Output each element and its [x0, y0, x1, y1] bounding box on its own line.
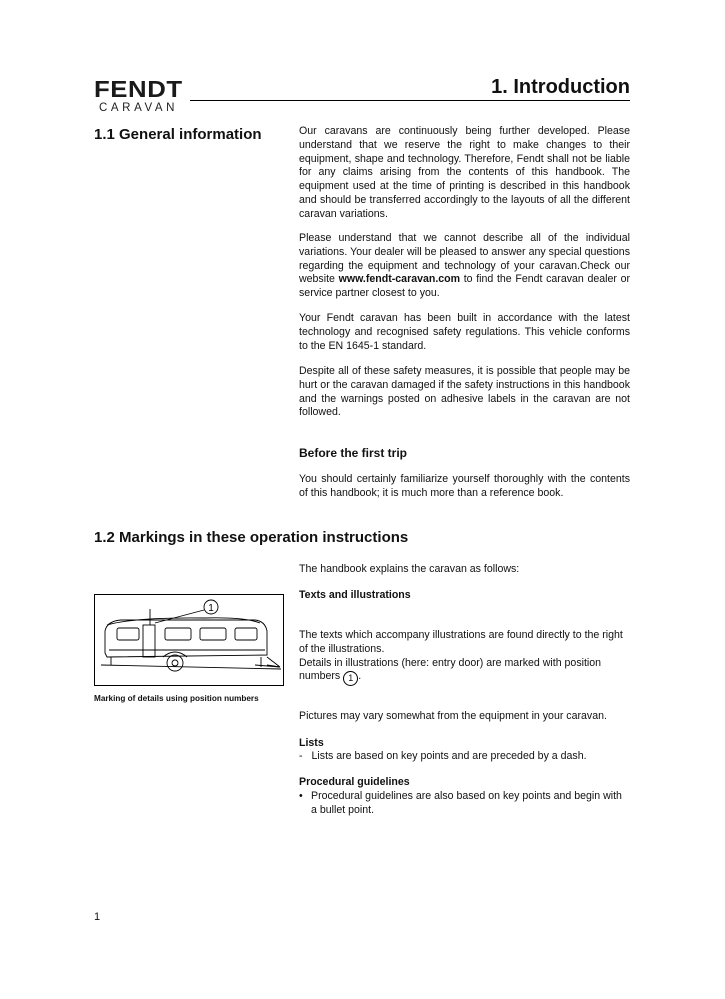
figure-caption: Marking of details using position numbers: [94, 694, 259, 703]
section-heading-general-information: 1.1 General information: [94, 126, 262, 143]
figure-position-label: 1: [208, 603, 214, 614]
paragraph-handbook-intro: The handbook explains the caravan as follows:: [299, 563, 520, 575]
subheading-before-first-trip: Before the first trip: [299, 446, 408, 460]
paragraph-pictures-note: Pictures may vary somewhat from the equipment in your caravan.: [299, 710, 607, 722]
brand-logo-fendt: FENDT: [94, 76, 183, 102]
position-number-marker: 1: [343, 671, 358, 686]
paragraph-development: Our caravans are continuously being further developed. Please understand that we reserve the right to make changes to their equipment, shape and technology. Therefore, Fendt shall not be liable for any claims arising from the contents of this handbook. The equipment used at the time of printing is described in this handbook and should be transferred accordingly to the layouts of all the different caravan variations.: [299, 125, 630, 220]
paragraph-variations: Please understand that we cannot describe all of the individual variations. Your dealer will be pleased to answer any special questions regarding the equipment and technology of your caravan.Check our website www.fendt-caravan.com to find the Fendt caravan dealer or service partner closest to you.: [299, 232, 630, 300]
paragraph-standard: Your Fendt caravan has been built in accordance with the latest technology and recognised safety regulations. This vehicle conforms to the EN 1645-1 standard.: [299, 312, 630, 352]
page-number: 1: [94, 911, 101, 923]
caravan-illustration: [95, 595, 283, 685]
procedural-example: • Procedural guidelines are also based on key points and begin with a bullet point.: [299, 790, 622, 816]
subheading-procedural-guidelines: Procedural guidelines: [299, 776, 410, 788]
section-heading-markings: 1.2 Markings in these operation instructions: [94, 529, 409, 546]
subheading-texts-illustrations: Texts and illustrations: [299, 589, 411, 601]
paragraph-safety: Despite all of these safety measures, it is possible that people may be hurt or the caravan damaged if the safety instructions in this handbook and the warnings posted on adhesive labels in the caravan are not followed.: [299, 365, 630, 419]
brand-logo-caravan: CARAVAN: [99, 102, 179, 114]
header-rule: [190, 100, 630, 101]
website-link[interactable]: www.fendt-caravan.com: [338, 273, 461, 286]
paragraph-first-trip: You should certainly familiarize yourself thoroughly with the contents of this handbook; it is much more than a reference book.: [299, 473, 630, 499]
list-example: - Lists are based on key points and are preceded by a dash.: [299, 750, 587, 762]
paragraph-texts-illustrations: The texts which accompany illustrations are found directly to the right of the illustrations. Details in illustrations (here: entry door) are marked with position numbers 1 .: [299, 629, 630, 686]
chapter-title: 1. Introduction: [491, 76, 630, 98]
caravan-figure: [94, 594, 284, 686]
subheading-lists: Lists: [299, 737, 324, 749]
